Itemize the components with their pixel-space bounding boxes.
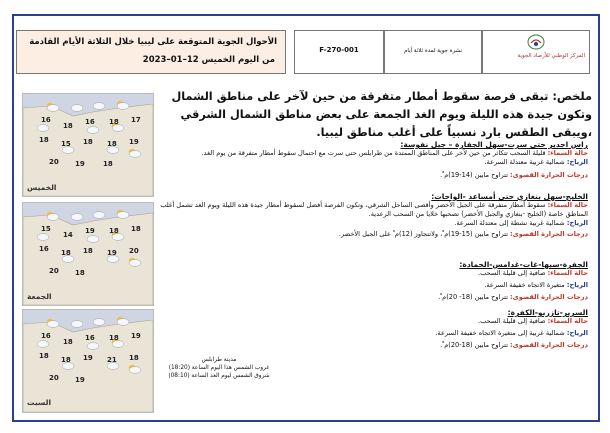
- map-temperature-label: 18: [109, 227, 119, 235]
- temp-text: تتراوح مابين (14-19)م ْ.: [440, 171, 508, 179]
- form-code: F-270-001: [319, 46, 359, 54]
- wind-text: شمالية غربية معتدلة السرعة.: [484, 158, 565, 166]
- bulletin-title: الأحوال الجوية المتوقعة على ليبيا خلال الثلاثة الأيام القادمة: [29, 37, 277, 47]
- map-temperature-label: 16: [85, 118, 95, 126]
- map-temperature-label: 19: [129, 138, 139, 146]
- temp-label: درجات الحرارة القصوى:: [510, 293, 588, 301]
- region-title: راس اجدير حتى سرت-سهل الجفارة – جبل نفوسة:: [400, 140, 588, 149]
- map-temperature-label: 19: [75, 376, 85, 384]
- sky-label: حالة السماء:: [547, 269, 588, 277]
- region-southeast: [158, 308, 588, 350]
- forecast-map-saturday: [22, 309, 154, 413]
- cloud-icon: [71, 321, 83, 328]
- sky-label: حالة السماء:: [547, 317, 588, 325]
- map-temperature-label: 14: [63, 231, 73, 239]
- map-temperature-label: 16: [39, 245, 49, 253]
- sky-label: حالة السماء:: [547, 149, 588, 157]
- org-name: المركز الوطني للأرصاد الجوية: [517, 53, 585, 59]
- temp-text: تتراوح مابين (18- 20)م ْ.: [438, 293, 508, 301]
- map-temperature-label: 18: [131, 225, 141, 233]
- cloud-icon: [93, 319, 105, 326]
- temp-text: تتراوح مابين (18-20)م ْ.: [440, 341, 508, 349]
- map-temperature-label: 17: [131, 116, 141, 124]
- summary-text: ملخص: تبقى فرصة سقوط أمطار متفرقة من حين لآخر على مناطق الشمال وتكون جيدة هذه الليلة ويوم الغد الجمعة على بعض مناطق الشمال الشرقي ،ويبقى الطقس بارد نسبياً على أغلب مناطق ليبيا.: [171, 90, 592, 139]
- bulletin-date: من اليوم الخميس 12–01–2023: [142, 55, 275, 65]
- map-temperature-label: 15: [41, 225, 51, 233]
- wind-label: الرياح:: [566, 329, 588, 337]
- doc-name: نشرة جوية لمدة ثلاثة أيام: [403, 48, 463, 54]
- map-temperature-label: 16: [41, 116, 51, 124]
- wind-label: الرياح:: [566, 281, 588, 289]
- map-temperature-label: 19: [131, 332, 141, 340]
- map-day-label: الخميس: [27, 183, 57, 192]
- map-temperature-label: 18: [75, 269, 85, 277]
- cloud-icon: [93, 212, 105, 219]
- map-temperature-label: 18: [61, 249, 71, 257]
- map-temperature-label: 20: [49, 267, 59, 275]
- cloud-icon: [37, 341, 49, 348]
- cloud-icon: [87, 343, 99, 350]
- region-west: [158, 140, 588, 180]
- temp-label: درجات الحرارة القصوى:: [510, 171, 588, 179]
- sky-text: قليلة السحب تتكاثر من حين لآخر على المناطق الممتدة من طرابلس حتى سرت مع احتمال سقوط أمطار متفرقة من يوم الغد.: [201, 149, 546, 157]
- cloud-icon: [37, 125, 49, 132]
- map-temperature-label: 19: [107, 249, 117, 257]
- region-title: الجفرة-سبها-غات-غدامس-الحمادة:: [459, 260, 588, 269]
- map-temperature-label: 19: [75, 160, 85, 168]
- region-title: السرير-تازربو-الكفرة:: [507, 308, 588, 317]
- map-temperature-label: 20: [129, 247, 139, 255]
- sunrise-text: شروق الشمس ليوم الغد الساعة (08:10): [168, 373, 270, 379]
- map-day-label: الجمعة: [27, 292, 52, 301]
- forecast-map-friday: [22, 202, 154, 306]
- map-temperature-label: 18: [39, 352, 49, 360]
- map-temperature-label: 18: [103, 160, 113, 168]
- city-name: مدينة طرابلس: [201, 357, 237, 363]
- map-temperature-label: 18: [109, 118, 119, 126]
- map-temperature-label: 19: [83, 354, 93, 362]
- map-temperature-label: 18: [39, 136, 49, 144]
- region-title: الخليج-سهل بنغازي حتى أمساعد -الواحات:: [431, 192, 588, 201]
- map-temperature-label: 18: [109, 334, 119, 342]
- map-temperature-label: 18: [129, 354, 139, 362]
- wind-label: الرياح:: [566, 219, 588, 227]
- map-temperature-label: 18: [83, 247, 93, 255]
- map-temperature-label: 18: [63, 338, 73, 346]
- form-code-box: [294, 30, 384, 74]
- cloud-icon: [37, 234, 49, 241]
- temp-label: درجات الحرارة القصوى:: [510, 230, 588, 238]
- cloud-icon: [93, 103, 105, 110]
- title-box: [16, 30, 286, 74]
- region-east: [158, 192, 588, 239]
- region-south: [158, 260, 588, 302]
- doc-name-box: [384, 30, 482, 74]
- temp-label: درجات الحرارة القصوى:: [510, 341, 588, 349]
- map-temperature-label: 18: [61, 356, 71, 364]
- wind-text: شمالية غربية إلى متغيرة الاتجاه خفيفة السرعة.: [435, 329, 565, 337]
- map-temperature-label: 16: [85, 334, 95, 342]
- map-temperature-label: 15: [61, 140, 71, 148]
- sky-label: حالة السماء:: [547, 201, 588, 209]
- cloud-icon: [71, 214, 83, 221]
- temp-text: تتراوح مابين (15-19)م ْ، ولاتتجاوز (12)م ْ على الجبل الأخضر.: [338, 230, 508, 238]
- wind-label: الرياح:: [566, 158, 588, 166]
- sky-text: صافية إلى قليلة السحب.: [478, 317, 546, 325]
- cloud-icon: [71, 105, 83, 112]
- map-temperature-label: 18: [63, 122, 73, 130]
- cloud-icon: [87, 236, 99, 243]
- map-temperature-label: 21: [107, 356, 117, 364]
- map-temperature-label: 19: [85, 227, 95, 235]
- wind-text: متغيرة الاتجاه خفيفة السرعة.: [484, 281, 565, 289]
- cloud-icon: [87, 127, 99, 134]
- forecast-map-thursday: [22, 93, 154, 197]
- org-box: [482, 30, 590, 74]
- map-day-label: السبت: [27, 398, 52, 407]
- map-temperature-label: 18: [83, 138, 93, 146]
- sky-text: صافية إلى قليلة السحب.: [478, 269, 546, 277]
- city-sun-times: [168, 356, 270, 380]
- map-temperature-label: 20: [49, 374, 59, 382]
- org-logo-icon: [527, 34, 545, 50]
- map-temperature-label: 16: [41, 332, 51, 340]
- wind-text: شمالية غربية نشطة إلى معتدلة السرعة.: [454, 219, 565, 227]
- sunset-text: غروب الشمس هذا اليوم الساعة (18:20): [168, 365, 270, 371]
- sky-text: سقوط أمطار متفرقة على الجبل الأخضر وأقصى الساحل الشرقي، وتكون الفرصة أفضل لسقوط أمطار جيدة هذه الليلة ويوم الغد تشمل أغلب المناطق خاصة (الخليج -بنغازي والجبل الأخضر) تصحبها خلايا من السحب الرعدية.: [160, 201, 588, 218]
- header: [16, 30, 590, 74]
- map-temperature-label: 20: [49, 158, 59, 166]
- map-temperature-label: 18: [107, 140, 117, 148]
